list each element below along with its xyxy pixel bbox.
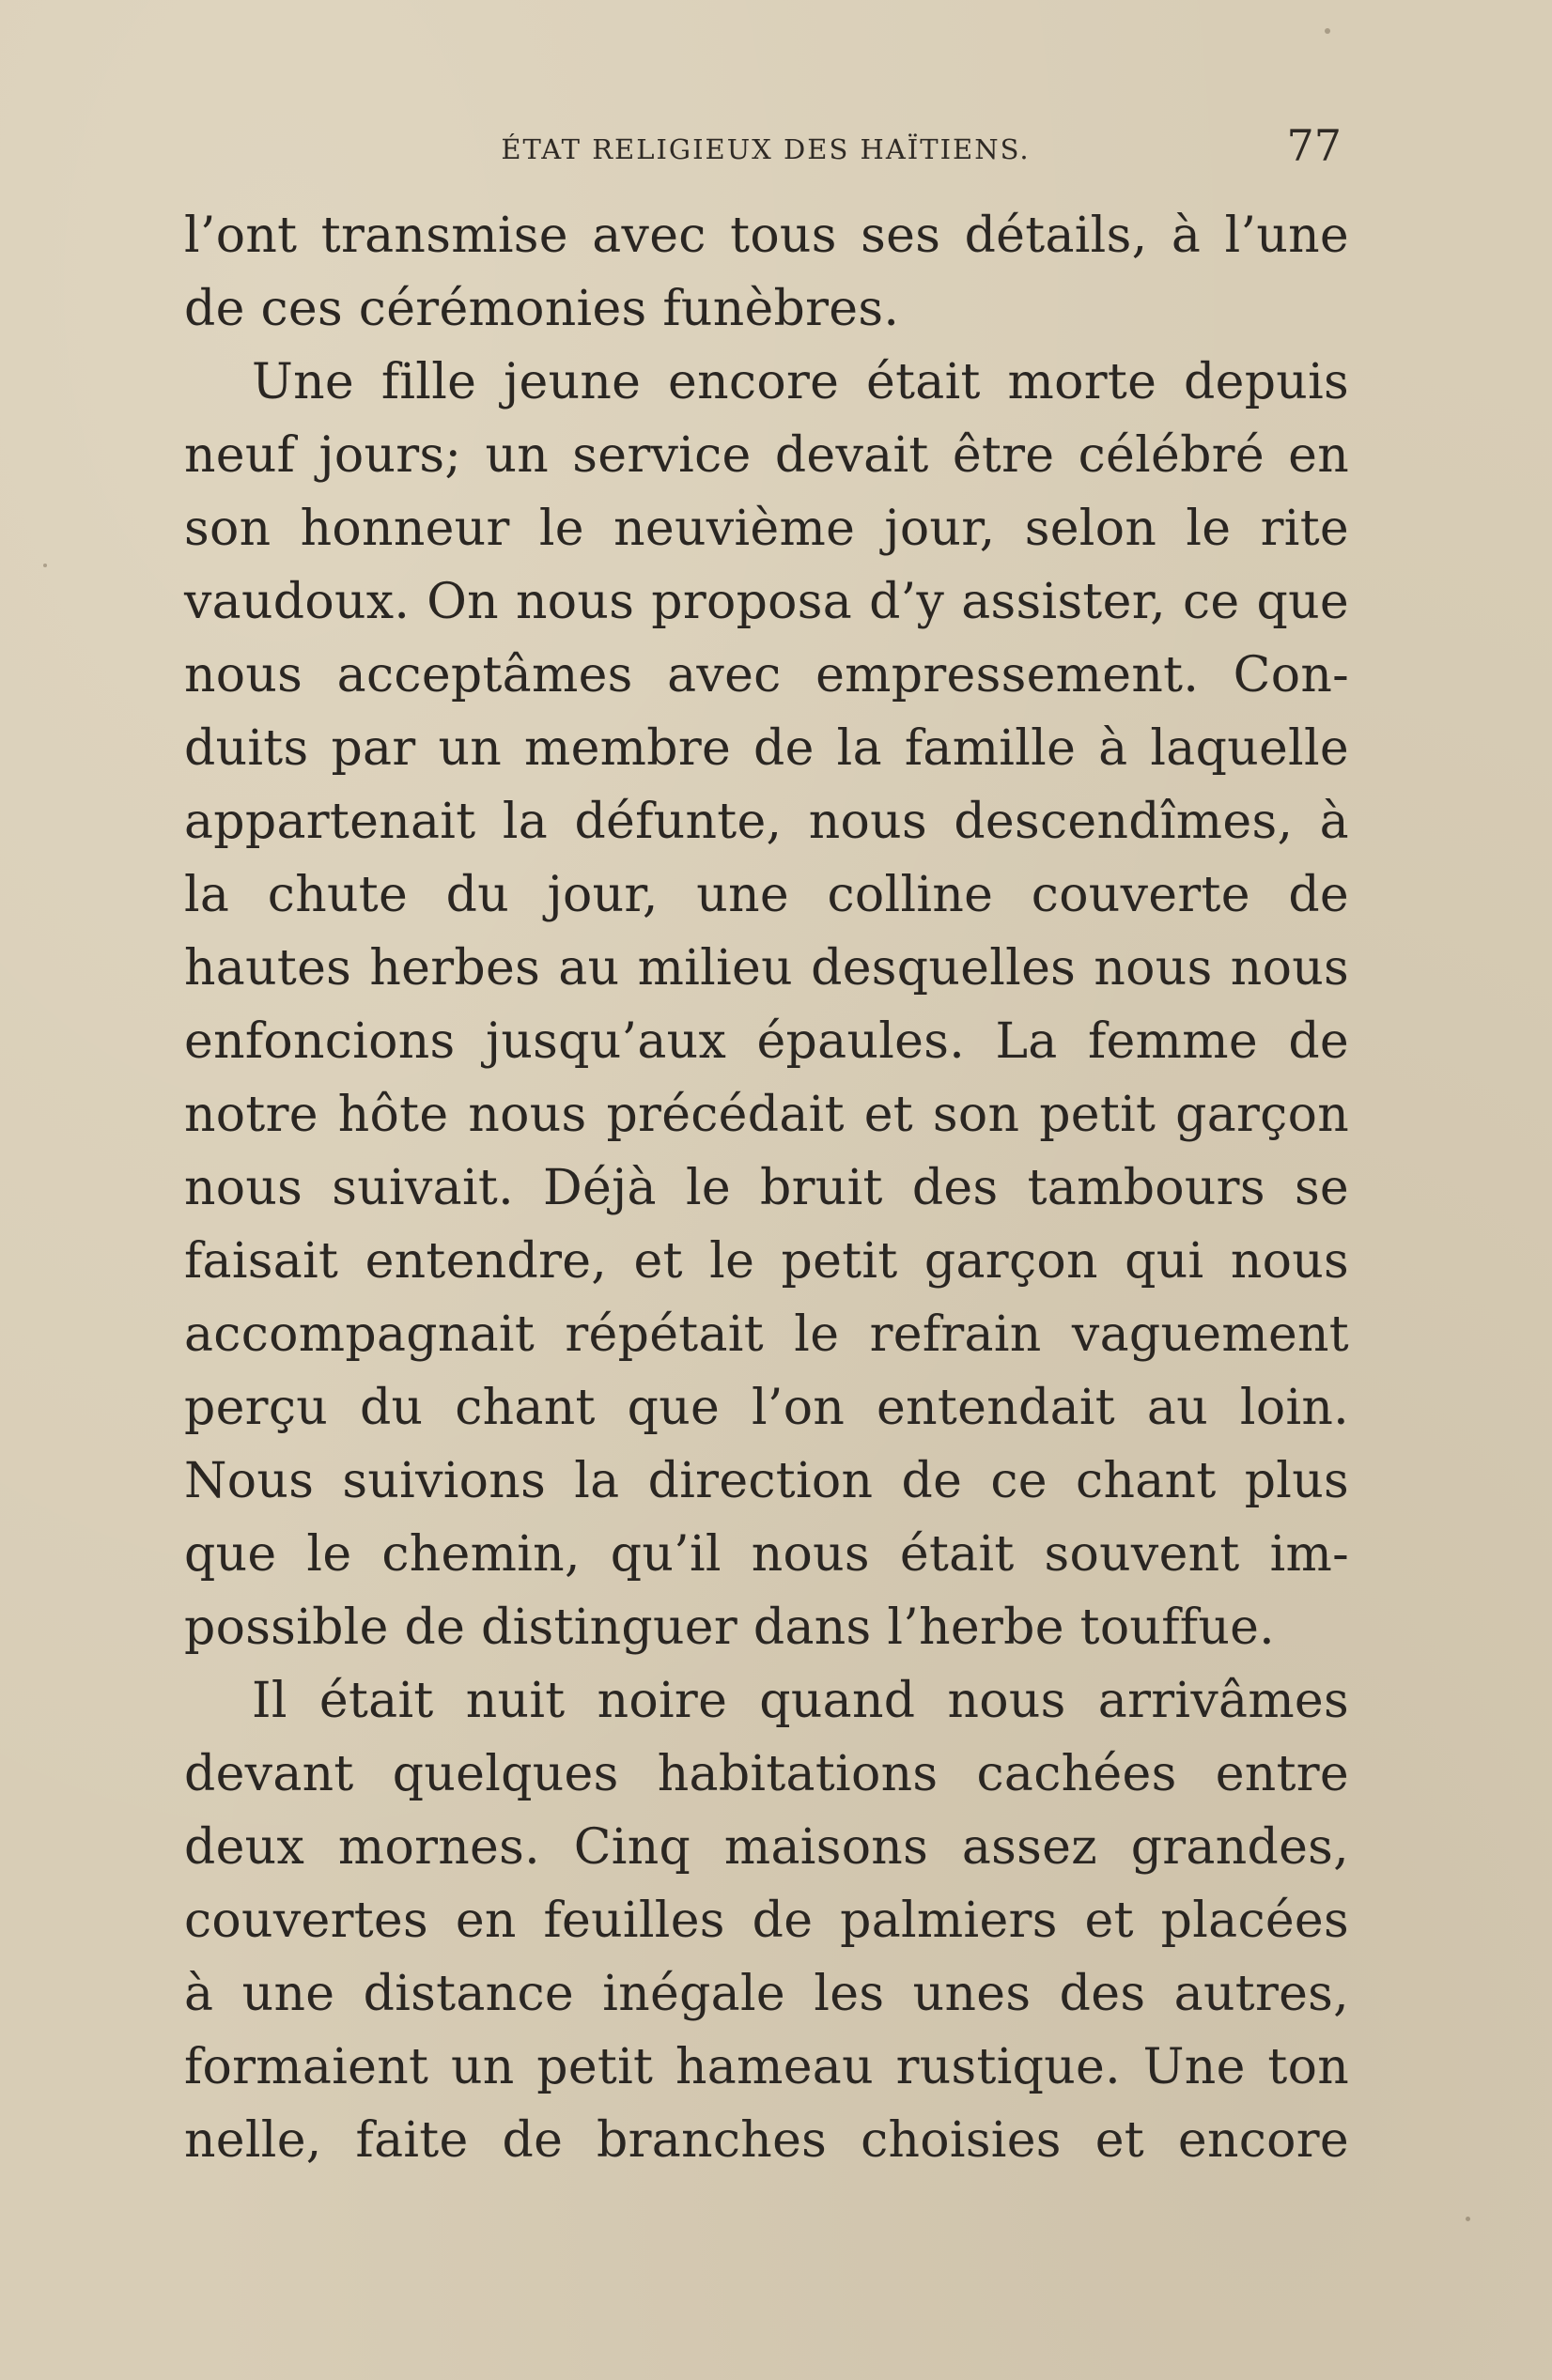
paper-speck	[43, 564, 47, 567]
paragraph-first-line: Une fille jeune encore était morte depuis	[252, 354, 1349, 410]
running-head	[178, 120, 1353, 177]
paper-speck	[1466, 2217, 1470, 2221]
text-line: hautes herbes au milieu desquelles nous nous	[184, 940, 1349, 997]
text-line: formaient un petit hameau rustique. Une ton	[184, 2039, 1349, 2095]
text-line: Nous suivions la direction de ce chant plus	[184, 1453, 1349, 1509]
text-line: deux mornes. Cinq maisons assez grandes,	[184, 1819, 1349, 1876]
text-line: couvertes en feuilles de palmiers et placées	[184, 1893, 1349, 1949]
text-line: enfoncions jusqu’aux épaules. La femme de	[184, 1013, 1349, 1070]
text-line: à une distance inégale les unes des autres,	[184, 1966, 1349, 2022]
text-line: possible de distinguer dans l’herbe touffue.	[184, 1600, 1276, 1656]
text-line: son honneur le neuvième jour, selon le rite	[184, 501, 1349, 557]
text-line: nelle, faite de branches choisies et encore	[184, 2112, 1349, 2169]
text-line: neuf jours; un service devait être célébré en	[184, 427, 1349, 484]
text-line: notre hôte nous précédait et son petit garçon	[184, 1087, 1349, 1143]
text-line: accompagnait répétait le refrain vaguement	[184, 1306, 1349, 1363]
text-line: de ces cérémonies funèbres.	[184, 281, 900, 337]
text-line: nous suivait. Déjà le bruit des tambours se	[184, 1160, 1349, 1216]
text-line: la chute du jour, une colline couverte de	[184, 867, 1349, 923]
body-text	[184, 199, 1349, 2177]
text-line: appartenait la défunte, nous descendîmes, à	[184, 794, 1349, 850]
running-title: ÉTAT RELIGIEUX DES HAÏTIENS.	[501, 133, 1031, 165]
text-line: duits par un membre de la famille à laquelle	[184, 720, 1349, 777]
paragraph-first-line: Il était nuit noire quand nous arrivâmes	[252, 1673, 1349, 1729]
text-line: devant quelques habitations cachées entre	[184, 1746, 1349, 1802]
text-line: perçu du chant que l’on entendait au loin.	[184, 1380, 1349, 1436]
paper-speck	[1325, 28, 1330, 34]
text-line: que le chemin, qu’il nous était souvent im-	[184, 1526, 1349, 1583]
page-number: 77	[1286, 120, 1342, 171]
text-line: l’ont transmise avec tous ses détails, à l’une	[184, 208, 1349, 264]
text-line: nous acceptâmes avec empressement. Con-	[184, 647, 1349, 703]
text-line: vaudoux. On nous proposa d’y assister, ce que	[184, 574, 1349, 630]
text-line: faisait entendre, et le petit garçon qui nous	[184, 1233, 1349, 1290]
